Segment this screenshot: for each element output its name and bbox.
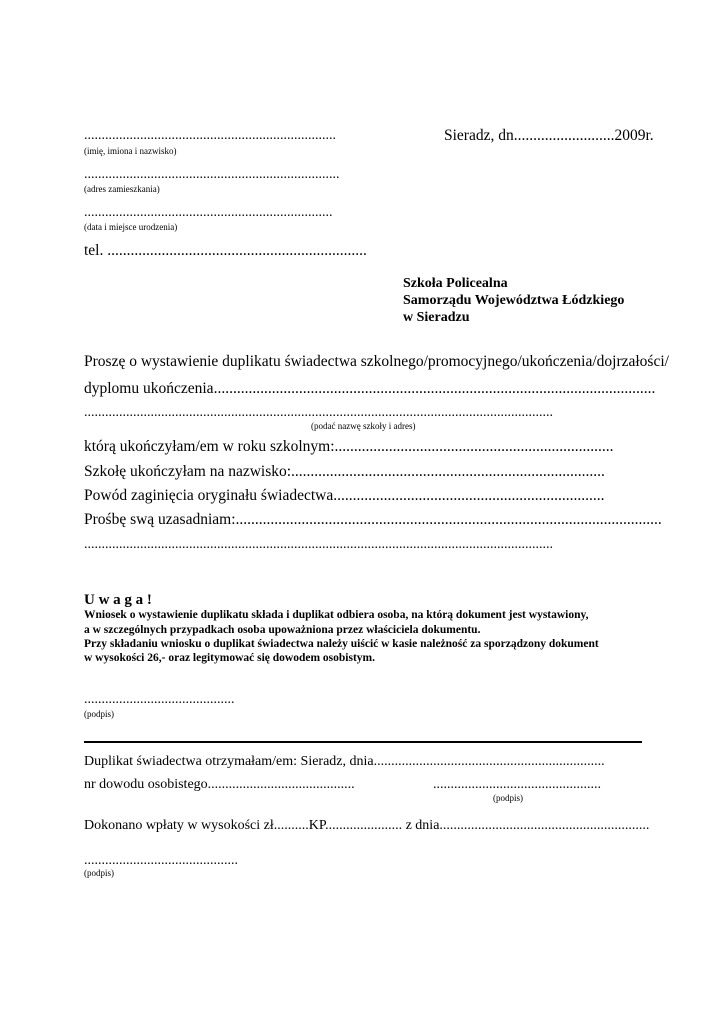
receipt-signature-caption: (podpis): [493, 793, 523, 803]
request-line-2[interactable]: dyplomu ukończenia..................................................................................................................: [84, 380, 656, 397]
recipient-line-3: w Sieradzu: [403, 310, 470, 325]
tel-field-line[interactable]: tel. ...................................................................: [84, 242, 367, 259]
receipt-signature-line[interactable]: ................................................: [433, 777, 601, 792]
name-field-line[interactable]: ........................................................................: [84, 128, 336, 143]
request-line-4[interactable]: którą ukończyłam/em w roku szkolnym:........................................................................: [84, 438, 614, 455]
recipient-line-1: Szkoła Policealna: [403, 276, 508, 291]
place-date-line[interactable]: Sieradz, dn..........................2009r.: [444, 127, 654, 144]
request-line-6[interactable]: Powód zaginięcia oryginału świadectwa......................................................................: [84, 487, 605, 504]
receipt-line[interactable]: Duplikat świadectwa otrzymałam/em: Sieradz, dnia..................................................................: [84, 754, 605, 769]
notice-line-2: a w szczególnych przypadkach osoba upoważniona przez właściciela dokumentu.: [84, 624, 481, 636]
id-number-line[interactable]: nr dowodu osobistego..........................................: [84, 777, 355, 792]
request-line-1: Proszę o wystawienie duplikatu świadectwa szkolnego/promocyjnego/ukończenia/dojrzałości/: [84, 353, 669, 370]
notice-line-1: Wniosek o wystawienie duplikatu składa i duplikat odbiera osoba, na którą dokument jest wystawiony,: [84, 609, 589, 621]
signature-line-1[interactable]: ...........................................: [84, 692, 235, 707]
school-caption: (podać nazwę szkoły i adres): [311, 421, 416, 431]
notice-line-3: Przy składaniu wniosku o duplikat świadectwa należy uiścić w kasie należność za sporządzony dokument: [84, 638, 599, 650]
request-line-7[interactable]: Prośbę swą uzasadniam:..............................................................................................................: [84, 511, 662, 528]
signature-caption-2: (podpis): [84, 868, 114, 878]
recipient-line-2: Samorządu Województwa Łódzkiego: [403, 293, 625, 308]
birth-caption: (data i miejsce urodzenia): [84, 222, 178, 232]
address-caption: (adres zamieszkania): [84, 184, 160, 194]
section-divider: [84, 741, 642, 743]
notice-line-4: w wysokości 26,- oraz legitymować się dowodem osobistym.: [84, 652, 375, 664]
request-line-8[interactable]: ......................................................................................................................................: [84, 537, 553, 552]
name-caption: (imię, imiona i nazwisko): [84, 146, 177, 156]
signature-line-2[interactable]: ............................................: [84, 853, 238, 868]
payment-line[interactable]: Dokonano wpłaty w wysokości zł..........KP...................... z dnia............................................................: [84, 818, 650, 833]
address-field-line[interactable]: .........................................................................: [84, 167, 340, 182]
request-line-5[interactable]: Szkołę ukończyłam na nazwisko:.................................................................................: [84, 463, 605, 480]
birth-field-line[interactable]: .......................................................................: [84, 205, 333, 220]
request-line-3[interactable]: ......................................................................................................................................: [84, 405, 553, 420]
signature-caption-1: (podpis): [84, 709, 114, 719]
notice-title: U w a g a !: [84, 592, 152, 608]
